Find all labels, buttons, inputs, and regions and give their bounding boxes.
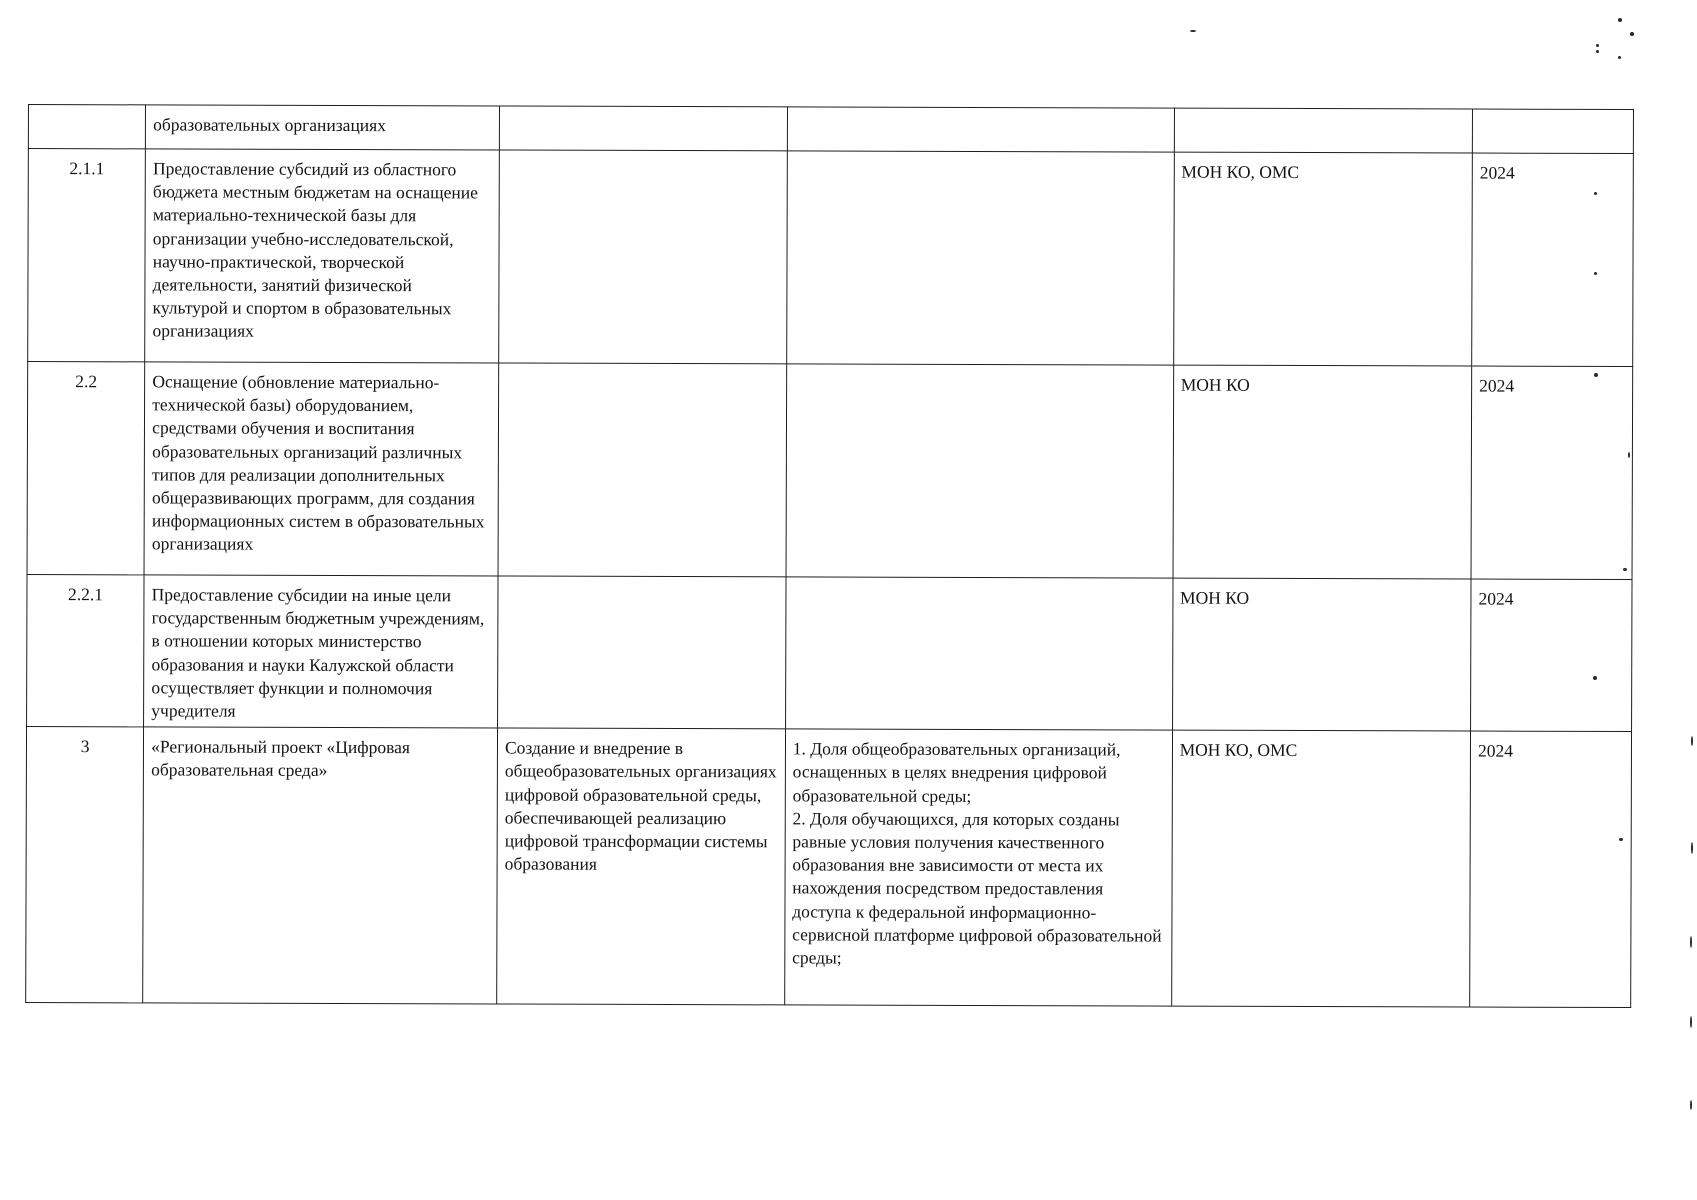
indicator-text: 2. Доля обучающихся, для которых созданы равные условия получения качественного образования вне зависимости от места их нахождения посредством предоставления доступа к федеральной информационно-сервисной платформе цифровой образовательной среды; (792, 808, 1162, 968)
scan-speck (1628, 452, 1630, 458)
year-text: 2024 (1478, 588, 1514, 609)
row-number-cell (28, 105, 145, 149)
task-cell (497, 728, 786, 1005)
scan-speck (1623, 568, 1627, 571)
executor-cell (1171, 730, 1470, 1007)
task-cell (498, 363, 786, 577)
indicators-cell (784, 729, 1172, 1006)
year-text: 2024 (1479, 162, 1515, 183)
year-cell (1471, 579, 1632, 732)
event-text: образовательных организациях (153, 114, 387, 136)
scan-speck (1691, 736, 1693, 746)
event-text: Предоставление субсидии на иные цели государственным бюджетным учреждениям, в отношении которых министерство образования и науки Калужской области осуществляет функции и полномочия учредителя (151, 584, 485, 721)
year-text: 2024 (1479, 375, 1515, 396)
task-cell (499, 150, 787, 364)
year-cell (1471, 366, 1633, 580)
year-cell (1472, 153, 1634, 367)
executor-text: МОН КО, ОМС (1179, 739, 1298, 761)
indicators-cell (786, 151, 1174, 365)
scan-speck (1596, 50, 1599, 53)
executor-text: МОН КО (1180, 374, 1250, 395)
scan-speck (1190, 30, 1196, 32)
year-text: 2024 (1477, 740, 1514, 761)
event-cell (144, 362, 498, 576)
row-number-cell (28, 149, 146, 362)
row-number: 3 (80, 736, 90, 757)
indicators-cell (785, 577, 1172, 730)
event-cell (146, 105, 500, 150)
row-number-cell (27, 574, 145, 727)
indicators-cell (787, 107, 1174, 152)
table-row (27, 362, 1633, 580)
row-number-cell (26, 727, 144, 1003)
indicator-text: 1. Доля общеобразовательных организаций, оснащенных в целях внедрения цифровой образовательной среды; (792, 738, 1121, 806)
executor-cell (1172, 578, 1471, 731)
task-text: Создание и внедрение в общеобразовательных организациях цифровой образовательной среды, обеспечивающей реализацию цифровой трансформации системы образования (504, 737, 777, 875)
executor-cell (1173, 365, 1472, 579)
scan-speck (1593, 676, 1597, 680)
row-number: 2.2 (75, 371, 98, 392)
scan-speck (1619, 838, 1623, 841)
scan-speck (1594, 272, 1597, 275)
scan-speck (1618, 56, 1621, 59)
scan-speck (1630, 32, 1634, 36)
scan-speck (1594, 192, 1597, 195)
measures-table (25, 104, 1634, 1008)
table-row (27, 574, 1632, 731)
row-number-cell (27, 362, 145, 575)
row-number: 2.1.1 (69, 158, 105, 179)
executor-cell (1173, 152, 1472, 366)
scan-speck (1690, 936, 1692, 948)
executor-text: МОН КО (1180, 587, 1250, 608)
scan-speck (1690, 1016, 1692, 1028)
event-cell (145, 149, 499, 363)
row-number: 2.2.1 (68, 584, 104, 605)
scan-speck (1594, 373, 1598, 377)
task-cell (498, 576, 786, 729)
event-cell (144, 575, 498, 728)
scan-speck (1618, 18, 1622, 22)
scan-speck (1596, 44, 1599, 47)
table-row (28, 105, 1633, 154)
executor-text: МОН КО, ОМС (1181, 161, 1300, 182)
event-text: Предоставление субсидий из областного бюджета местным бюджетам на оснащение материально-технической базы для организации учебно-исследовательской, научно-практической, творческой деятельности, занятий физической культурой и спортом в образовательных организациях (152, 158, 478, 342)
executor-cell (1174, 108, 1473, 153)
event-cell (143, 727, 498, 1004)
event-text: «Региональный проект «Цифровая образовательная среда» (151, 736, 410, 781)
indicators-cell (786, 364, 1174, 578)
scan-speck (1691, 842, 1693, 854)
task-cell (499, 106, 787, 151)
event-text: Оснащение (обновление материально-технической базы) оборудованием, средствами обучения и воспитания образовательных организаций различных типов для реализации дополнительных общеразвивающих программ, для создания информационных систем в образовательных организациях (151, 371, 485, 555)
scan-speck (1690, 1100, 1692, 1110)
year-cell (1470, 731, 1632, 1008)
year-cell (1472, 109, 1633, 154)
table-row (26, 727, 1632, 1008)
table-row (28, 149, 1634, 367)
